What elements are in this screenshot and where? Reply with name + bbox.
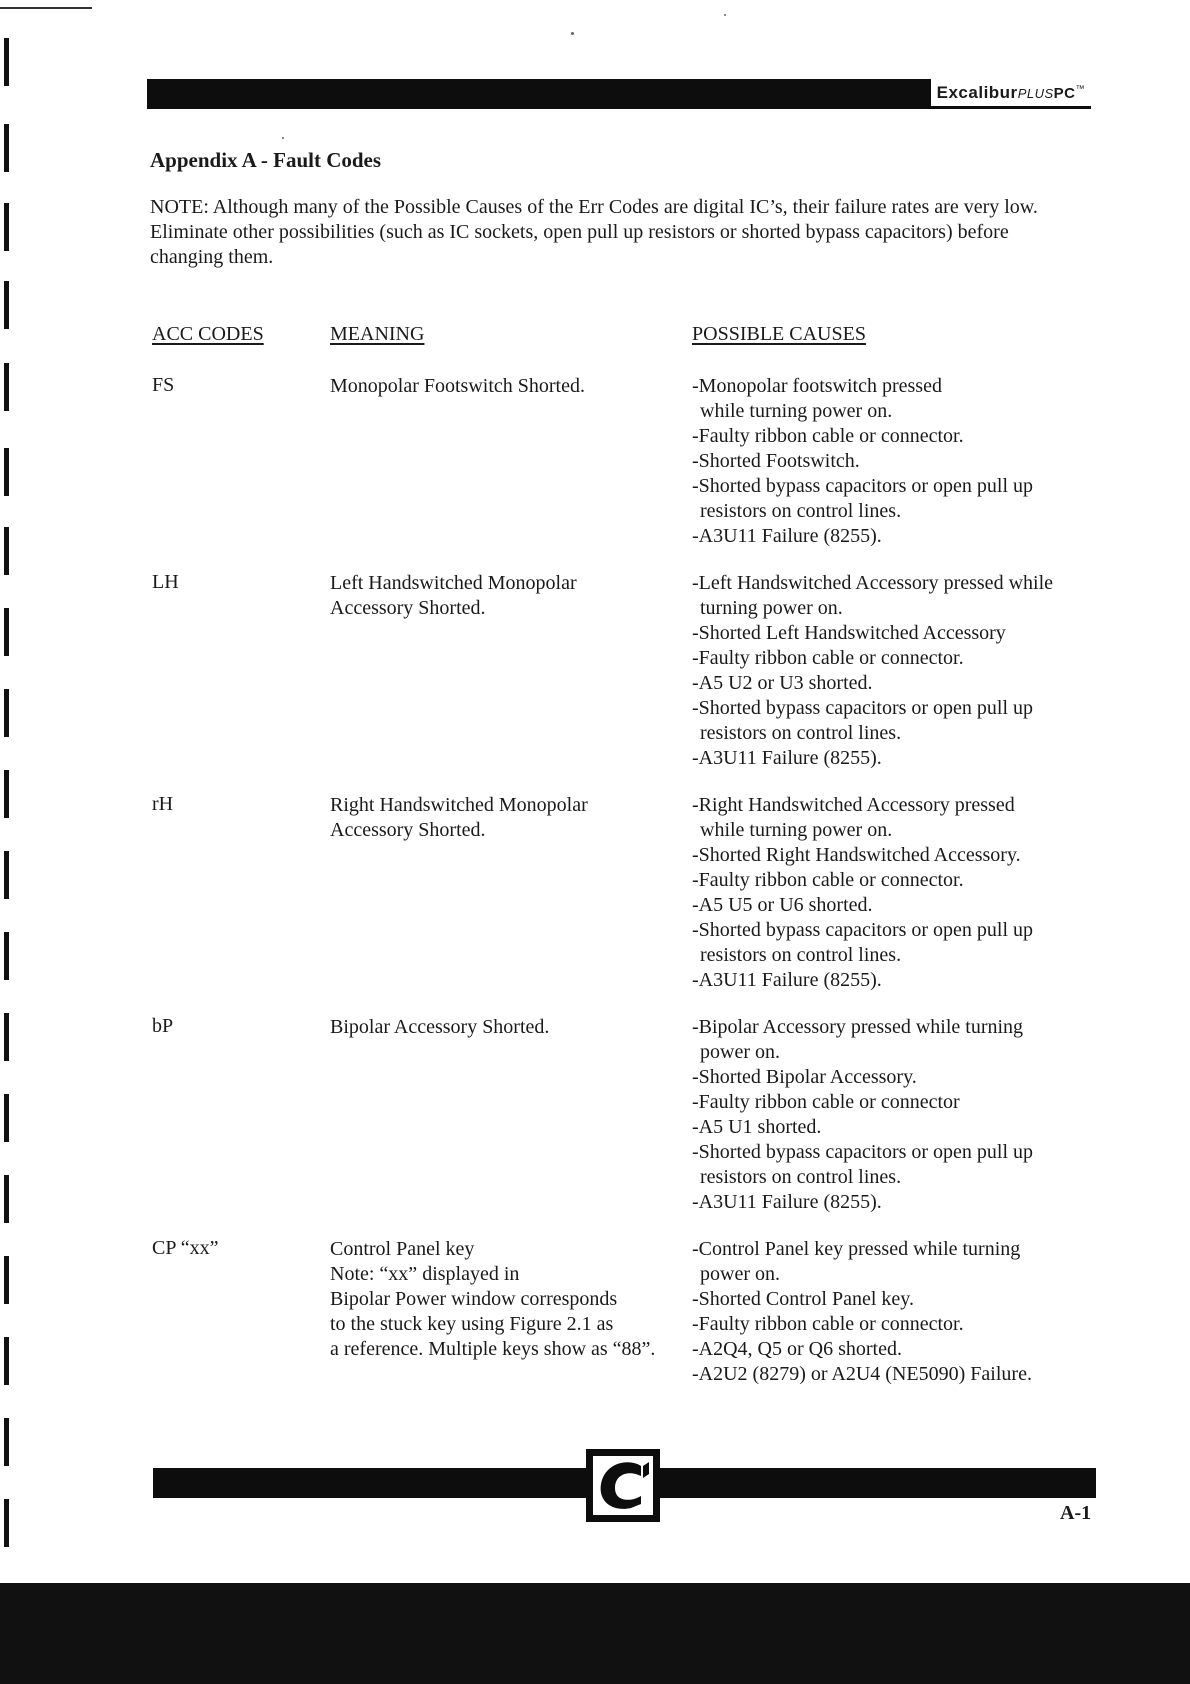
cause-line: while turning power on.: [700, 400, 893, 422]
cause-line: -Faulty ribbon cable or connector: [692, 1091, 960, 1113]
scan-bottom-band: [0, 1583, 1190, 1684]
scan-speck: [571, 32, 574, 35]
brand-logo: [931, 79, 1091, 109]
cause-line: -Faulty ribbon cable or connector.: [692, 425, 964, 447]
cause-line: -Right Handswitched Accessory pressed: [692, 794, 1015, 816]
meaning-line: Left Handswitched Monopolar: [330, 572, 577, 594]
meaning-line: to the stuck key using Figure 2.1 as: [330, 1313, 614, 1335]
binding-marks: [4, 0, 12, 1684]
cause-line: -A5 U1 shorted.: [692, 1116, 822, 1138]
cause-line: -A2U2 (8279) or A2U4 (NE5090) Failure.: [692, 1363, 1032, 1385]
cause-line: power on.: [700, 1041, 780, 1063]
cause-line: -Shorted Right Handswitched Accessory.: [692, 844, 1021, 866]
meaning-line: Control Panel key: [330, 1238, 475, 1260]
meaning-line: Accessory Shorted.: [330, 597, 486, 619]
fault-code: LH: [152, 571, 179, 593]
column-header-meaning: MEANING: [330, 323, 425, 345]
cause-line: turning power on.: [700, 597, 843, 619]
cause-line: -Shorted bypass capacitors or open pull up: [692, 697, 1034, 719]
fault-meaning: [330, 1237, 690, 1362]
column-header-causes: POSSIBLE CAUSES: [692, 323, 866, 345]
cause-line: -Shorted Bipolar Accessory.: [692, 1066, 917, 1088]
fault-code: bP: [152, 1015, 174, 1037]
cause-line: -A2Q4, Q5 or Q6 shorted.: [692, 1338, 902, 1360]
cause-line: -Shorted bypass capacitors or open pull up: [692, 919, 1034, 941]
cause-line: -A3U11 Failure (8255).: [692, 747, 882, 769]
brand-main: Excalibur: [936, 82, 1018, 102]
cause-line: -Control Panel key pressed while turning: [692, 1238, 1021, 1260]
top-rule: [0, 7, 92, 9]
header-bar: [147, 79, 1091, 109]
cause-line: -Shorted Left Handswitched Accessory: [692, 622, 1006, 644]
scan-speck: [282, 137, 284, 139]
cause-line: power on.: [700, 1263, 780, 1285]
fault-code: rH: [152, 793, 174, 815]
cause-line: while turning power on.: [700, 819, 893, 841]
fault-code: CP “xx”: [152, 1237, 219, 1259]
fault-causes: [692, 1237, 1092, 1387]
meaning-line: Note: “xx” displayed in: [330, 1263, 520, 1285]
meaning-line: Monopolar Footswitch Shorted.: [330, 375, 585, 397]
cause-line: resistors on control lines.: [700, 500, 902, 522]
meaning-line: Right Handswitched Monopolar: [330, 794, 588, 816]
cause-line: -Faulty ribbon cable or connector.: [692, 869, 964, 891]
fault-causes: [692, 1015, 1092, 1215]
fault-meaning: [330, 793, 690, 843]
company-logo-icon: [586, 1449, 660, 1522]
column-header-code: ACC CODES: [152, 323, 264, 345]
cause-line: -Faulty ribbon cable or connector.: [692, 647, 964, 669]
cause-line: -Shorted bypass capacitors or open pull up: [692, 475, 1034, 497]
meaning-line: Accessory Shorted.: [330, 819, 486, 841]
fault-causes: [692, 374, 1092, 549]
page-title: Appendix A - Fault Codes: [150, 148, 382, 172]
cause-line: resistors on control lines.: [700, 944, 902, 966]
cause-line: -A3U11 Failure (8255).: [692, 969, 882, 991]
cause-line: -Shorted Footswitch.: [692, 450, 860, 472]
cause-line: -A3U11 Failure (8255).: [692, 1191, 882, 1213]
note-paragraph: NOTE: Although many of the Possible Causes of the Err Codes are digital IC’s, their failure rates are very low. Eliminate other possibilities (such as IC sockets, open pull up resistors or shorted bypass capacitors) before changing them.: [150, 196, 1038, 268]
cause-line: resistors on control lines.: [700, 722, 902, 744]
fault-meaning: [330, 1015, 690, 1040]
cause-line: -A3U11 Failure (8255).: [692, 525, 882, 547]
cause-line: -A5 U2 or U3 shorted.: [692, 672, 873, 694]
cause-line: resistors on control lines.: [700, 1166, 902, 1188]
meaning-line: Bipolar Power window corresponds: [330, 1288, 618, 1310]
brand-plus: PLUS: [1017, 85, 1054, 101]
cause-line: -Shorted bypass capacitors or open pull up: [692, 1141, 1034, 1163]
scan-speck: [724, 14, 726, 16]
meaning-line: Bipolar Accessory Shorted.: [330, 1016, 550, 1038]
fault-code: FS: [152, 374, 175, 396]
cause-line: -Shorted Control Panel key.: [692, 1288, 915, 1310]
fault-meaning: [330, 374, 690, 399]
cause-line: -Left Handswitched Accessory pressed while: [692, 572, 1053, 594]
cause-line: -Monopolar footswitch pressed: [692, 375, 942, 397]
fault-causes: [692, 571, 1092, 771]
brand-trademark: ™: [1075, 82, 1085, 93]
cause-line: -A5 U5 or U6 shorted.: [692, 894, 873, 916]
brand-pc: PC: [1053, 84, 1076, 102]
fault-meaning: [330, 571, 690, 621]
cause-line: -Bipolar Accessory pressed while turning: [692, 1016, 1024, 1038]
cause-line: -Faulty ribbon cable or connector.: [692, 1313, 964, 1335]
fault-causes: [692, 793, 1092, 993]
meaning-line: a reference. Multiple keys show as “88”.: [330, 1338, 656, 1360]
page-number: A-1: [1060, 1502, 1092, 1524]
